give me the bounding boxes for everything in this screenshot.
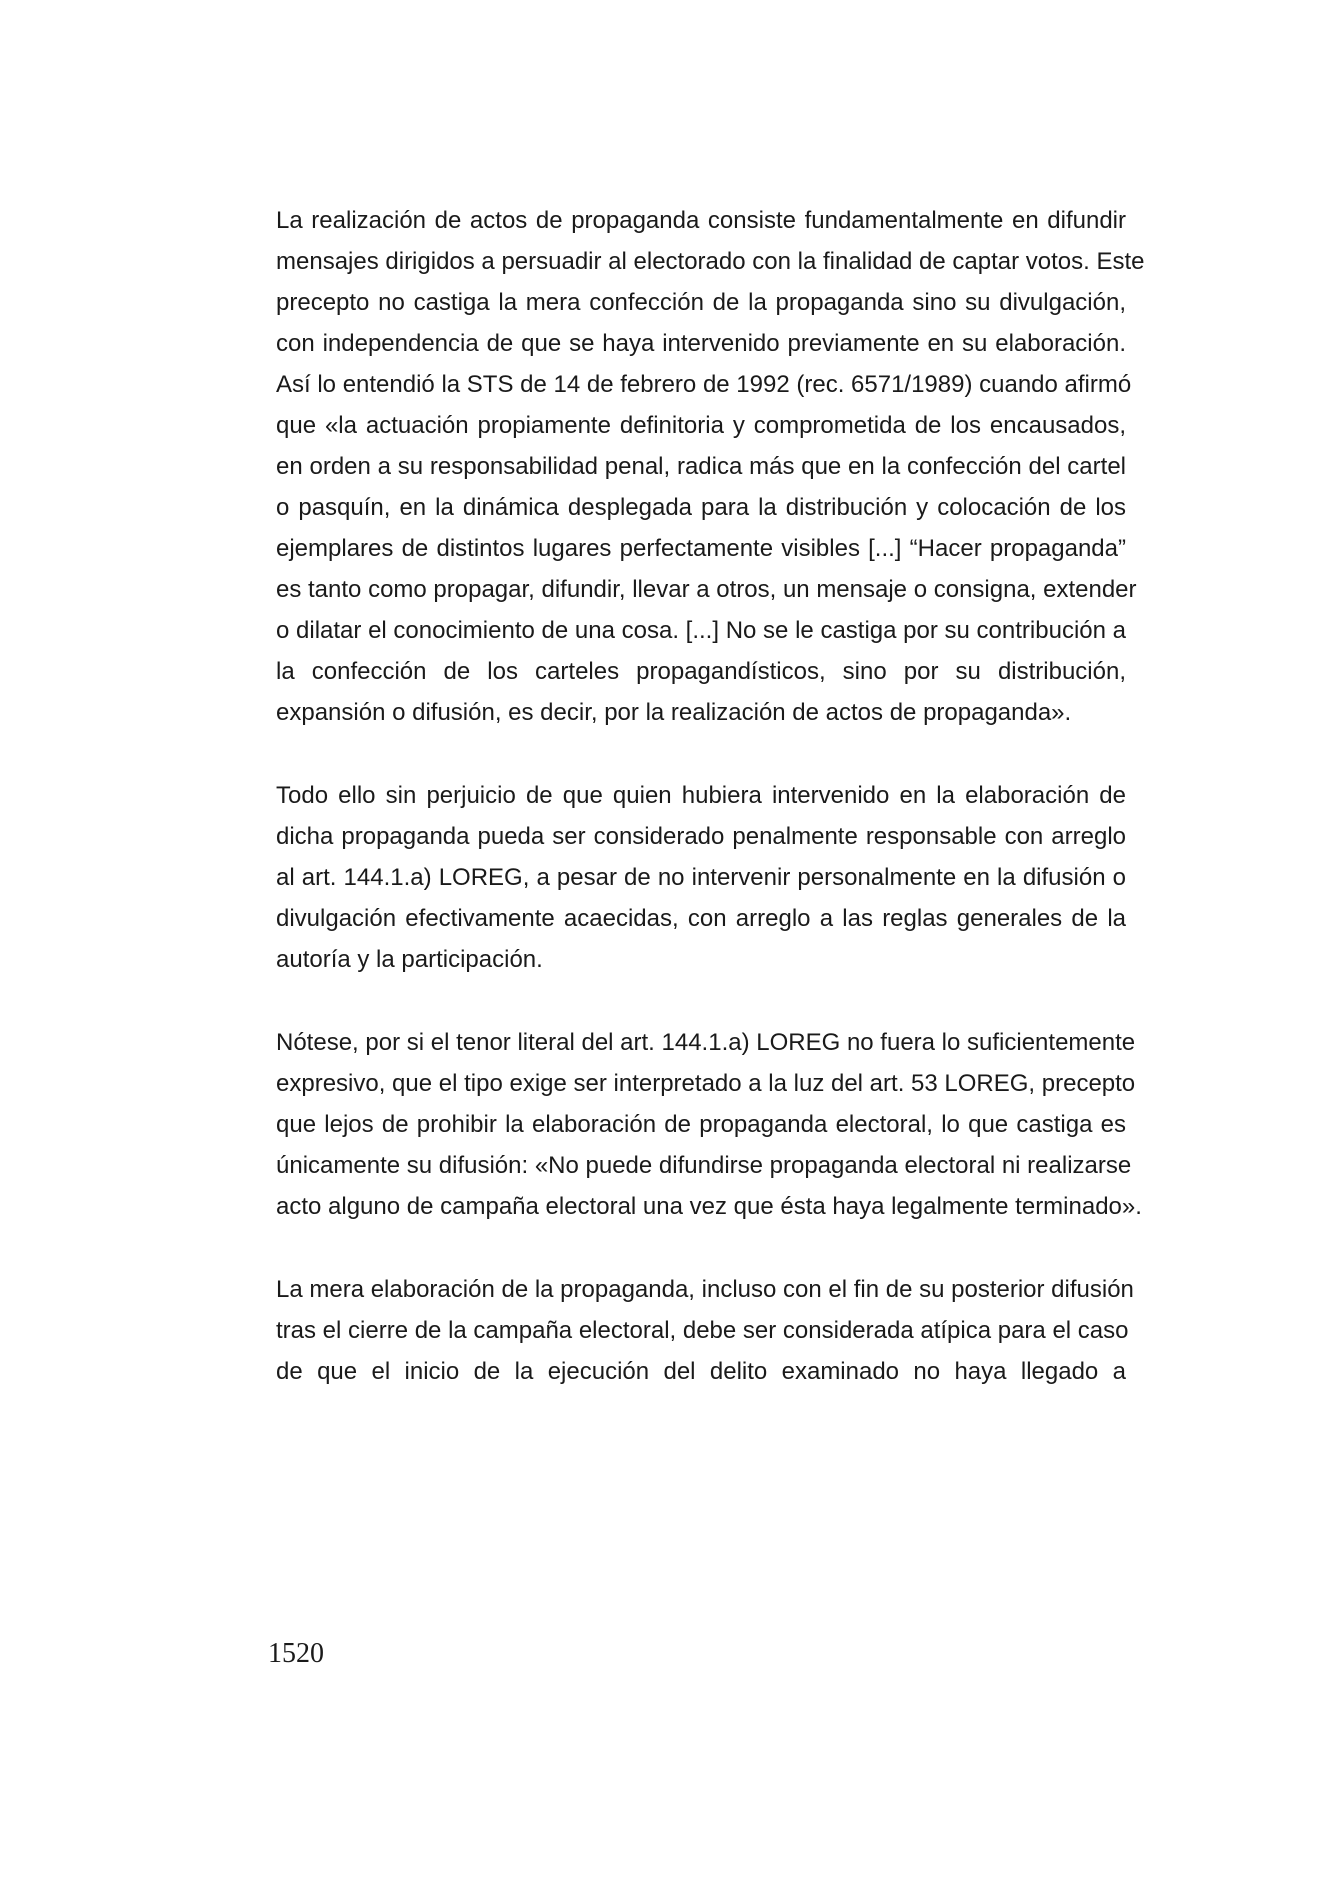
text-line: que «la actuación propiamente definitoria y comprometida de los encausados, bbox=[276, 412, 1126, 439]
text-line: o dilatar el conocimiento de una cosa. [...] No se le castiga por su contribución a bbox=[276, 617, 1126, 644]
text-line: La mera elaboración de la propaganda, incluso con el fin de su posterior difusión bbox=[276, 1276, 1134, 1303]
text-line: ejemplares de distintos lugares perfectamente visibles [...] “Hacer propaganda” bbox=[276, 535, 1126, 562]
text-line: Así lo entendió la STS de 14 de febrero de 1992 (rec. 6571/1989) cuando afirmó bbox=[276, 371, 1132, 398]
text-line: al art. 144.1.a) LOREG, a pesar de no intervenir personalmente en la difusión o bbox=[276, 864, 1126, 891]
paragraph-1 bbox=[276, 200, 1145, 733]
paragraph-3 bbox=[276, 1022, 1142, 1227]
text-line: Nótese, por si el tenor literal del art. 144.1.a) LOREG no fuera lo suficientemente bbox=[276, 1029, 1136, 1056]
text-line: expresivo, que el tipo exige ser interpretado a la luz del art. 53 LOREG, precepto bbox=[276, 1070, 1136, 1097]
text-line: La realización de actos de propaganda consiste fundamentalmente en difundir bbox=[276, 207, 1126, 234]
text-line: divulgación efectivamente acaecidas, con arreglo a las reglas generales de la bbox=[276, 905, 1126, 932]
text-line: o pasquín, en la dinámica desplegada para la distribución y colocación de los bbox=[276, 494, 1126, 521]
text-line: autoría y la participación. bbox=[276, 946, 543, 973]
text-line: tras el cierre de la campaña electoral, debe ser considerada atípica para el caso bbox=[276, 1317, 1129, 1344]
text-line: mensajes dirigidos a persuadir al electorado con la finalidad de captar votos. Este bbox=[276, 248, 1145, 275]
text-line: dicha propaganda pueda ser considerado penalmente responsable con arreglo bbox=[276, 823, 1126, 850]
text-line: expansión o difusión, es decir, por la realización de actos de propaganda». bbox=[276, 699, 1072, 726]
text-line: precepto no castiga la mera confección de la propaganda sino su divulgación, bbox=[276, 289, 1126, 316]
text-line: acto alguno de campaña electoral una vez que ésta haya legalmente terminado». bbox=[276, 1193, 1142, 1220]
text-line: Todo ello sin perjuicio de que quien hubiera intervenido en la elaboración de bbox=[276, 782, 1126, 809]
text-line: con independencia de que se haya intervenido previamente en su elaboración. bbox=[276, 330, 1126, 357]
paragraph-4 bbox=[276, 1269, 1134, 1392]
body-text bbox=[276, 200, 1145, 1434]
text-line: es tanto como propagar, difundir, llevar a otros, un mensaje o consigna, extender bbox=[276, 576, 1137, 603]
text-line: de que el inicio de la ejecución del delito examinado no haya llegado a bbox=[276, 1358, 1126, 1385]
page-number: 1520 bbox=[268, 1638, 324, 1669]
text-line: en orden a su responsabilidad penal, radica más que en la confección del cartel bbox=[276, 453, 1126, 480]
paragraph-2 bbox=[276, 775, 1126, 980]
text-line: la confección de los carteles propagandísticos, sino por su distribución, bbox=[276, 658, 1126, 685]
text-line: que lejos de prohibir la elaboración de propaganda electoral, lo que castiga es bbox=[276, 1111, 1126, 1138]
text-line: únicamente su difusión: «No puede difundirse propaganda electoral ni realizarse bbox=[276, 1152, 1132, 1179]
